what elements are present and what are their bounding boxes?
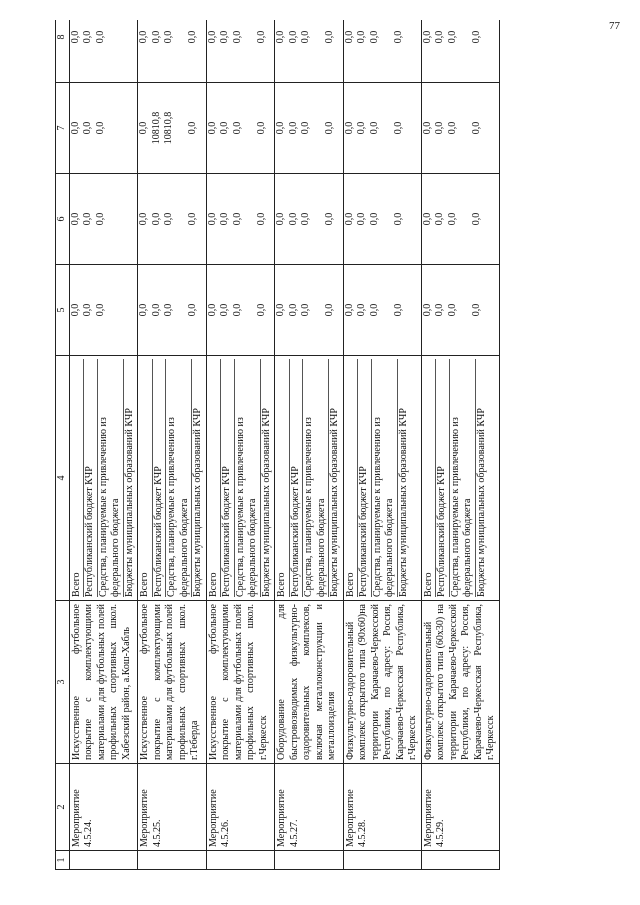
amount-value: 0,0 (356, 121, 367, 135)
funding-source-label: Средства, планируемые к привлечению из федерального бюджета (450, 359, 476, 597)
value-cell-v8 (275, 20, 344, 83)
amount-value: 0,0 (255, 30, 267, 44)
amount-value: 0,0 (368, 303, 380, 317)
funding-sources (206, 356, 275, 601)
row-number-cell (343, 851, 421, 870)
value-cell-v5 (275, 265, 344, 356)
amount-value: 0,0 (470, 303, 482, 317)
amount-value (119, 267, 131, 353)
funding-source-label: Бюджеты муниципальных образований КЧР (475, 408, 487, 597)
amount-value (119, 85, 131, 171)
amount-value: 0,0 (206, 121, 218, 135)
amount-value: 0,0 (368, 30, 380, 44)
value-cell-v6 (343, 174, 421, 265)
amount-value: 0,0 (255, 303, 267, 317)
page-number: 77 (609, 20, 620, 32)
amount-value: 0,0 (255, 212, 267, 226)
value-cell-v5 (138, 265, 207, 356)
amount-value: 0,0 (434, 121, 445, 135)
col-header-1: 1 (56, 851, 70, 870)
amount-value: 0,0 (187, 303, 198, 317)
value-cell-v7 (69, 83, 138, 174)
rotated-page (55, 20, 620, 870)
funding-sources (343, 356, 421, 601)
amount-value: 0,0 (163, 30, 174, 44)
value-cell-v6 (421, 174, 499, 265)
col-header-6: 6 (56, 174, 70, 265)
table-row (343, 20, 421, 870)
amount-value: 0,0 (368, 121, 380, 135)
amount-value: 0,0 (82, 303, 93, 317)
row-number-cell (275, 851, 344, 870)
amount-value: 0,0 (287, 303, 299, 317)
value-cell-v7 (275, 83, 344, 174)
funding-source-label: Всего (71, 359, 85, 597)
col-header-4: 4 (56, 356, 70, 601)
financing-table (55, 20, 500, 870)
funding-source-label: Средства, планируемые к привлечению из федерального бюджета (98, 359, 124, 597)
amount-value: 0,0 (82, 30, 93, 44)
table-row (69, 20, 138, 870)
amount-value: 0,0 (287, 212, 299, 226)
amount-value: 0,0 (392, 30, 404, 44)
funding-source-label: Бюджеты муниципальных образований КЧР (123, 408, 135, 597)
amount-value: 0,0 (138, 30, 149, 44)
amount-value: 0,0 (421, 121, 433, 135)
amount-value: 0,0 (300, 30, 311, 44)
amount-value: 0,0 (219, 121, 230, 135)
funding-source-label: Бюджеты муниципальных образований КЧР (329, 408, 340, 597)
amount-value: 0,0 (356, 212, 367, 226)
amount-value: 0,0 (446, 303, 458, 317)
value-cell-v6 (206, 174, 275, 265)
amount-value (119, 20, 131, 80)
measure-name: Мероприятие 4.5.27. (275, 764, 344, 851)
col-header-2: 2 (56, 764, 70, 851)
measure-description: Искусственное футбольное покрытие с комплектующими материалами для футбольных полей профильных спортивных школ. Хабезский район, а.Кош-Хабль (69, 601, 138, 764)
document-viewport (55, 20, 620, 870)
amount-value: 0,0 (231, 212, 243, 226)
amount-value: 0,0 (150, 212, 162, 226)
measure-name: Мероприятие 4.5.29. (421, 764, 499, 851)
amount-value: 0,0 (138, 121, 149, 135)
amount-value: 0,0 (82, 121, 93, 135)
measure-description: Оборудование для быстровозводимых физкультурно-оздоровительных комплексов, включая металлоконструкции и металлоизделия (275, 601, 344, 764)
row-number-cell (69, 851, 138, 870)
measure-name: Мероприятие 4.5.26. (206, 764, 275, 851)
amount-value: 0,0 (150, 303, 162, 317)
amount-value: 0,0 (287, 30, 299, 44)
measure-description: Физкультурно-оздоровительный комплекс открытого типа (90х60)на территории Карачаево-Черкесской Республики, по адресу: Россия, Карачаево-Черкесская Республика, г.Черкесск (343, 601, 421, 764)
amount-value: 0,0 (343, 121, 355, 135)
col-header-3: 3 (56, 601, 70, 764)
amount-value: 0,0 (69, 212, 81, 226)
funding-source-label: Республиканский бюджет КЧР (153, 359, 167, 597)
value-cell-v5 (421, 265, 499, 356)
amount-value: 10810,8 (163, 111, 174, 145)
amount-value: 0,0 (368, 212, 380, 226)
amount-value: 0,0 (275, 30, 286, 44)
amount-value: 0,0 (206, 212, 218, 226)
amount-value: 0,0 (255, 121, 267, 135)
amount-value: 0,0 (275, 212, 286, 226)
value-cell-v6 (138, 174, 207, 265)
funding-source-label: Всего (276, 359, 290, 597)
amount-value: 0,0 (219, 212, 230, 226)
funding-source-label: Республиканский бюджет КЧР (290, 359, 304, 597)
funding-source-label: Республиканский бюджет КЧР (221, 359, 235, 597)
value-cell-v6 (275, 174, 344, 265)
funding-source-label: Средства, планируемые к привлечению из федерального бюджета (303, 359, 329, 597)
amount-value: 0,0 (138, 212, 149, 226)
amount-value: 0,0 (138, 303, 149, 317)
value-cell-v5 (69, 265, 138, 356)
amount-value: 0,0 (163, 303, 174, 317)
amount-value: 0,0 (434, 212, 445, 226)
funding-source-label: Средства, планируемые к привлечению из федерального бюджета (235, 359, 261, 597)
amount-value: 0,0 (392, 121, 404, 135)
amount-value: 0,0 (69, 121, 81, 135)
amount-value: 0,0 (343, 30, 355, 44)
amount-value: 0,0 (82, 212, 93, 226)
table-row (421, 20, 499, 870)
amount-value: 0,0 (94, 212, 106, 226)
amount-value: 0,0 (446, 121, 458, 135)
measure-description: Искусственное футбольное покрытие с комплектующими материалами для футбольных полей профильных спортивных школ. г.Черкесск (206, 601, 275, 764)
amount-value: 0,0 (287, 121, 299, 135)
funding-source-label: Средства, планируемые к привлечению из федерального бюджета (166, 359, 192, 597)
funding-source-label: Республиканский бюджет КЧР (436, 359, 450, 597)
amount-value: 0,0 (187, 121, 198, 135)
amount-value: 0,0 (69, 303, 81, 317)
funding-source-label: Бюджеты муниципальных образований КЧР (192, 408, 203, 597)
value-cell-v8 (343, 20, 421, 83)
value-cell-v5 (206, 265, 275, 356)
amount-value: 0,0 (324, 303, 335, 317)
row-number-cell (138, 851, 207, 870)
amount-value: 0,0 (94, 121, 106, 135)
amount-value: 0,0 (206, 303, 218, 317)
amount-value: 0,0 (206, 30, 218, 44)
amount-value: 0,0 (275, 121, 286, 135)
funding-source-label: Средства, планируемые к привлечению из федерального бюджета (372, 359, 398, 597)
amount-value: 0,0 (392, 303, 404, 317)
amount-value: 0,0 (356, 303, 367, 317)
amount-value: 0,0 (392, 212, 404, 226)
amount-value: 0,0 (300, 121, 311, 135)
amount-value: 0,0 (231, 30, 243, 44)
funding-sources (421, 356, 499, 601)
amount-value: 0,0 (421, 212, 433, 226)
amount-value: 0,0 (324, 212, 335, 226)
amount-value: 0,0 (231, 121, 243, 135)
amount-value: 0,0 (231, 303, 243, 317)
value-cell-v7 (138, 83, 207, 174)
amount-value: 0,0 (446, 212, 458, 226)
table-row (138, 20, 207, 870)
funding-source-label: Всего (208, 359, 222, 597)
funding-sources (138, 356, 207, 601)
measure-name: Мероприятие 4.5.28. (343, 764, 421, 851)
col-header-8: 8 (56, 20, 70, 83)
value-cell-v6 (69, 174, 138, 265)
amount-value: 0,0 (421, 30, 433, 44)
funding-sources (275, 356, 344, 601)
amount-value: 0,0 (470, 212, 482, 226)
table-body (69, 20, 499, 870)
amount-value: 0,0 (356, 30, 367, 44)
funding-source-label: Бюджеты муниципальных образований КЧР (260, 408, 272, 597)
funding-source-label: Республиканский бюджет КЧР (358, 359, 372, 597)
amount-value: 0,0 (219, 303, 230, 317)
amount-value: 0,0 (300, 212, 311, 226)
amount-value: 0,0 (187, 212, 198, 226)
amount-value: 0,0 (324, 30, 335, 44)
amount-value: 0,0 (470, 121, 482, 135)
amount-value: 0,0 (94, 30, 106, 44)
amount-value: 0,0 (69, 30, 81, 44)
measure-description: Физкультурно-оздоровительный комплекс открытого типа (60х30) на территории Карачаево-Черкесской Республики, по адресу: Россия, Карачаево-Черкесская Республика, г.Черкесск (421, 601, 499, 764)
amount-value: 0,0 (163, 212, 174, 226)
table-row (206, 20, 275, 870)
value-cell-v8 (206, 20, 275, 83)
funding-source-label: Всего (423, 359, 437, 597)
table-row (275, 20, 344, 870)
row-number-cell (206, 851, 275, 870)
amount-value: 0,0 (434, 303, 445, 317)
amount-value: 0,0 (94, 303, 106, 317)
amount-value: 0,0 (470, 30, 482, 44)
amount-value: 0,0 (219, 30, 230, 44)
amount-value: 0,0 (343, 212, 355, 226)
amount-value: 0,0 (275, 303, 286, 317)
funding-source-label: Всего (139, 359, 153, 597)
amount-value: 0,0 (434, 30, 445, 44)
funding-source-label: Всего (345, 359, 359, 597)
value-cell-v5 (343, 265, 421, 356)
value-cell-v8 (69, 20, 138, 83)
amount-value: 0,0 (150, 30, 162, 44)
column-number-row (56, 20, 70, 870)
measure-description: Искусственное футбольное покрытие с комплектующими материалами для футбольных полей профильных спортивных школ. г.Теберда (138, 601, 207, 764)
measure-name: Мероприятие 4.5.24. (69, 764, 138, 851)
value-cell-v8 (421, 20, 499, 83)
value-cell-v7 (343, 83, 421, 174)
row-number-cell (421, 851, 499, 870)
col-header-7: 7 (56, 83, 70, 174)
funding-sources (69, 356, 138, 601)
col-header-5: 5 (56, 265, 70, 356)
funding-source-label: Республиканский бюджет КЧР (84, 359, 98, 597)
value-cell-v7 (421, 83, 499, 174)
measure-name: Мероприятие 4.5.25. (138, 764, 207, 851)
funding-source-label: Бюджеты муниципальных образований КЧР (397, 408, 409, 597)
amount-value: 0,0 (446, 30, 458, 44)
amount-value: 10810,8 (150, 111, 162, 145)
amount-value: 0,0 (187, 30, 198, 44)
amount-value: 0,0 (343, 303, 355, 317)
amount-value (119, 176, 131, 262)
amount-value: 0,0 (300, 303, 311, 317)
value-cell-v8 (138, 20, 207, 83)
value-cell-v7 (206, 83, 275, 174)
amount-value: 0,0 (421, 303, 433, 317)
amount-value: 0,0 (324, 121, 335, 135)
